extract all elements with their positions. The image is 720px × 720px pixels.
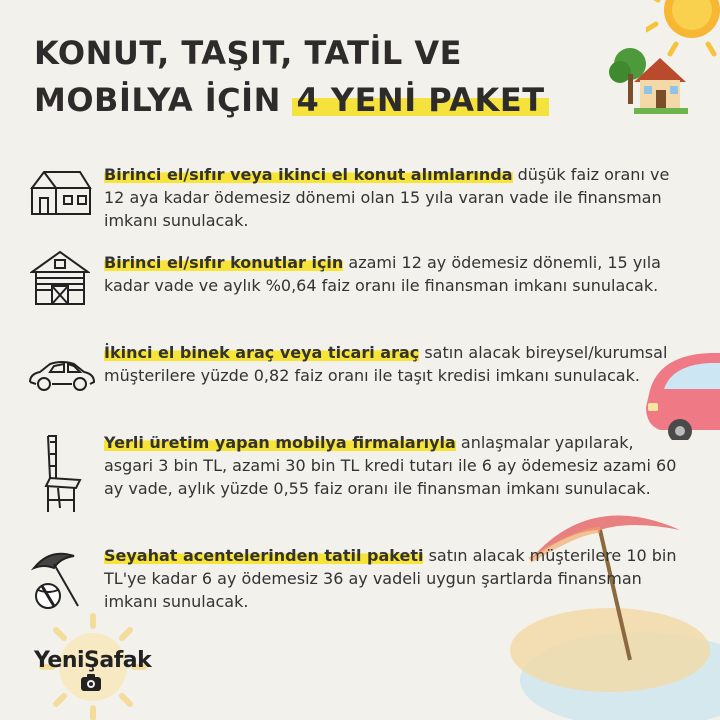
item-bold-text: İkinci el binek araç veya ticari araç [104,343,420,362]
title-line-2-prefix: MOBİLYA İÇİN [34,81,281,119]
logo-text-left: Yeni [34,648,85,673]
list-item [104,341,684,387]
page-title [34,30,549,124]
item-text: düşük faiz oranı ve 12 aya kadar ödemesiz dönemi olan 15 yıla varan vade ile finansman imkanı sunulacak. [104,165,670,230]
camera-icon [80,674,102,692]
list-item [104,251,684,297]
title-line-1: KONUT, TAŞIT, TATİL VE [34,34,463,72]
list-item [104,544,684,613]
item-text: satın alacak bireysel/kurumsal müşterilere yüzde 0,82 faiz oranı ile taşıt kredisi imkanı sunulacak. [104,343,668,385]
item-text: anlaşmalar yapılarak, asgari 3 bin TL, azami 30 bin TL kredi tutarı ile 6 ay ödemesiz azami 60 ay vade, aylık yüzde 0,55 faiz oranı ile finansman imkanı sunulacak. [104,433,677,498]
house-tree-icon [604,44,688,116]
item-bold-text: Seyahat acentelerinden tatil paketi [104,546,424,565]
beach-umbrella-ball-icon [30,548,94,612]
logo-text-right: Şafak [84,648,152,673]
title-highlight: 4 YENİ PAKET [292,81,548,119]
item-bold-text: Yerli üretim yapan mobilya firmalarıyla [104,433,456,452]
barn-house-icon [30,250,90,306]
car-icon [28,358,96,392]
chair-icon [40,434,84,514]
item-text: azami 12 ay ödemesiz dönemli, 15 yıla kadar vade ve aylık %0,64 faiz oranı ile finansman imkanı sunulacak. [104,253,661,295]
yeni-safak-logo [34,648,151,673]
item-bold-text: Birinci el/sıfır konutlar için [104,253,344,272]
list-item [104,431,684,500]
item-bold-text: Birinci el/sıfır veya ikinci el konut alımlarında [104,165,513,184]
title-line-2 [34,77,549,124]
list-item [104,163,684,232]
item-text: satın alacak müşterilere 10 bin TL'ye kadar 6 ay ödemesiz 36 ay vadeli uygun şartlarda finansman imkanı sunulacak. [104,546,677,611]
house-icon [28,168,92,216]
